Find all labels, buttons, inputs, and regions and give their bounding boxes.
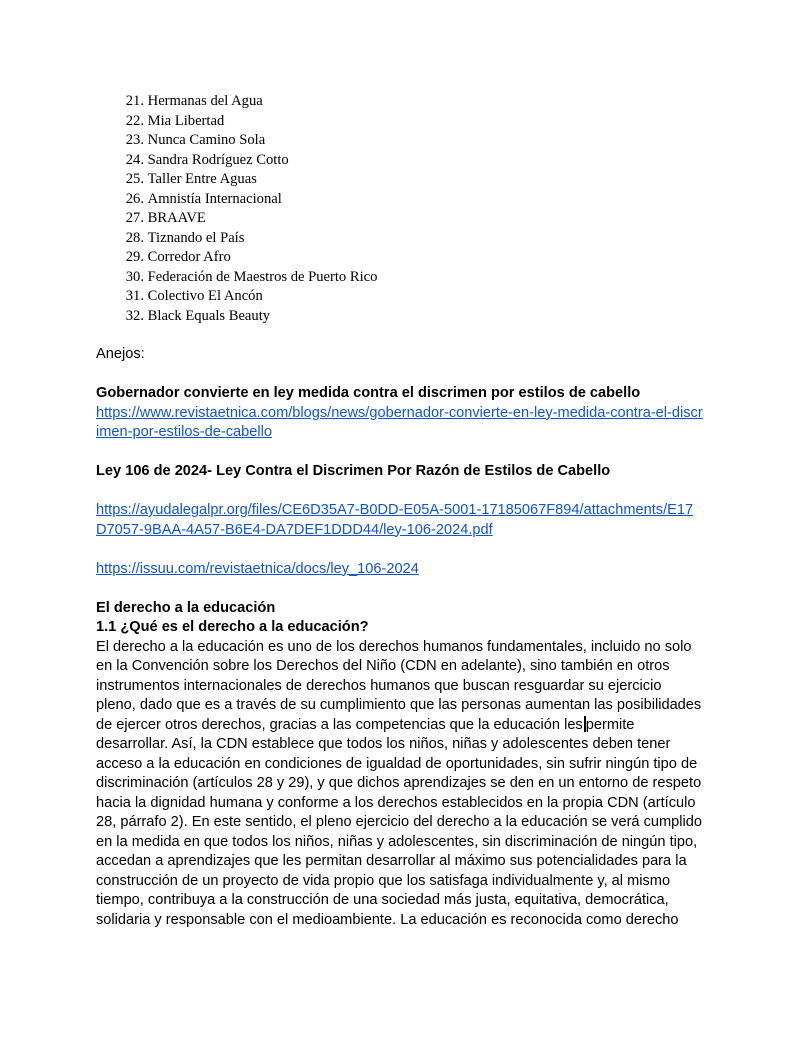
paragraph-line: instrumentos internacionales de derechos humanos que buscan resguardar su ejercicio	[96, 677, 662, 694]
list-item	[96, 209, 724, 229]
annex-item2-link1[interactable]	[96, 501, 724, 540]
list-number: 21.	[125, 93, 144, 109]
list-item	[96, 287, 724, 307]
list-item	[96, 190, 724, 210]
section-subheading: 1.1 ¿Qué es el derecho a la educación?	[96, 619, 369, 635]
list-item	[96, 307, 724, 327]
spacer	[96, 540, 724, 560]
paragraph-line: El derecho a la educación es uno de los derechos humanos fundamentales, incluido no solo	[96, 638, 692, 655]
annex-item1-link[interactable]	[96, 404, 724, 443]
list-text: Black Equals Beauty	[147, 307, 271, 324]
list-text: BRAAVE	[147, 210, 206, 226]
list-number: 31.	[125, 288, 144, 304]
list-number: 29.	[125, 249, 144, 265]
list-text: Corredor Afro	[147, 249, 231, 265]
list-number: 23.	[125, 132, 144, 148]
list-item	[96, 112, 724, 132]
list-text: Hermanas del Agua	[147, 93, 263, 109]
list-item	[96, 92, 724, 112]
annex-label: Anejos:	[96, 346, 145, 362]
spacer	[96, 482, 724, 502]
list-item	[96, 170, 724, 190]
list-item	[96, 151, 724, 171]
list-text: Mia Libertad	[147, 112, 225, 129]
organizations-list	[96, 92, 724, 326]
list-text: Taller Entre Aguas	[147, 171, 257, 187]
line-segment: de ejercer otros derechos, gracias a las competencias que la educación les	[96, 716, 583, 733]
annex-item2-link2[interactable]: https://issuu.com/revistaetnica/docs/ley_106-2024	[96, 560, 419, 577]
list-item	[96, 229, 724, 249]
annex-item2-link2-wrap	[96, 560, 724, 580]
paragraph-line: pleno, dado que es a través de su cumplimiento que las personas aumentan las posibilidades	[96, 697, 702, 713]
list-number: 25.	[125, 171, 144, 187]
list-item	[96, 248, 724, 268]
paragraph-line: tiempo, contribuya a la construcción de una sociedad más justa, equitativa, democrática,	[96, 892, 669, 908]
paragraph-line: en la Convención sobre los Derechos del Niño (CDN en adelante), sino también en otros	[96, 658, 670, 674]
list-text: Federación de Maestros de Puerto Rico	[147, 268, 378, 285]
paragraph-line: en la medida en que todos los niños, niñas y adolescentes, sin discriminación de ningún tipo,	[96, 833, 698, 850]
annex-item2-title: Ley 106 de 2024- Ley Contra el Discrimen Por Razón de Estilos de Cabello	[96, 463, 611, 479]
section-heading: El derecho a la educación	[96, 599, 276, 616]
annex-item1-title: Gobernador convierte en ley medida contra el discrimen por estilos de cabello	[96, 385, 641, 401]
list-text: Colectivo El Ancón	[147, 288, 263, 304]
list-item	[96, 268, 724, 288]
annex-item1-link-line2[interactable]: imen-por-estilos-de-cabello	[96, 424, 273, 440]
list-number: 28.	[125, 229, 144, 246]
annex-item2-link1-line1[interactable]: https://ayudalegalpr.org/files/CE6D35A7-B0DD-E05A-5001-17185067F894/attachments/E17	[96, 502, 694, 518]
annex-item1-link-line1[interactable]: https://www.revistaetnica.com/blogs/news/gobernador-convierte-en-ley-medida-contra-el-discr	[96, 404, 703, 421]
list-number: 30.	[125, 268, 144, 285]
paragraph-line-with-cursor	[96, 716, 724, 736]
list-text: Sandra Rodríguez Cotto	[147, 151, 289, 168]
list-text: Tiznando el País	[147, 229, 245, 246]
list-number: 32.	[125, 307, 144, 324]
paragraph-line: acceso a la educación en condiciones de igualdad de oportunidades, sin sufrir ningún tipo de	[96, 755, 698, 772]
list-text: Nunca Camino Sola	[147, 132, 266, 148]
list-text: Amnistía Internacional	[147, 190, 282, 207]
paragraph-line: construcción de un proyecto de vida propio que los satisfaga individualmente y, al mismo	[96, 872, 671, 889]
paragraph-line: accedan a aprendizajes que les permitan desarrollar al máximo sus potencialidades para la	[96, 853, 687, 869]
list-number: 24.	[125, 151, 144, 168]
list-item	[96, 131, 724, 151]
spacer	[96, 443, 724, 463]
spacer	[96, 365, 724, 385]
list-number: 26.	[125, 190, 144, 207]
annex-item2-link1-line2[interactable]: D7057-9BAA-4A57-B6E4-DA7DEF1DDD44/ley-106-2024.pdf	[96, 521, 493, 538]
paragraph-line: 28, párrafo 2). En este sentido, el pleno ejercicio del derecho a la educación se verá cumplido	[96, 814, 703, 830]
paragraph-line: discriminación (artículos 28 y 29), y que dichos aprendizajes se den en un entorno de respeto	[96, 775, 702, 791]
line-segment: permite	[585, 716, 635, 733]
document-content	[96, 92, 724, 930]
spacer	[96, 579, 724, 599]
paragraph-line: desarrollar. Así, la CDN establece que todos los niños, niñas y adolescentes deben tener	[96, 736, 671, 752]
body-paragraph	[96, 638, 724, 931]
paragraph-line: hacia la dignidad humana y conforme a los derechos establecidos en la propia CDN (artículo	[96, 794, 696, 811]
paragraph-line: solidaria y responsable con el medioambiente. La educación es reconocida como derecho	[96, 911, 679, 928]
list-number: 27.	[125, 210, 144, 226]
list-number: 22.	[125, 112, 144, 129]
